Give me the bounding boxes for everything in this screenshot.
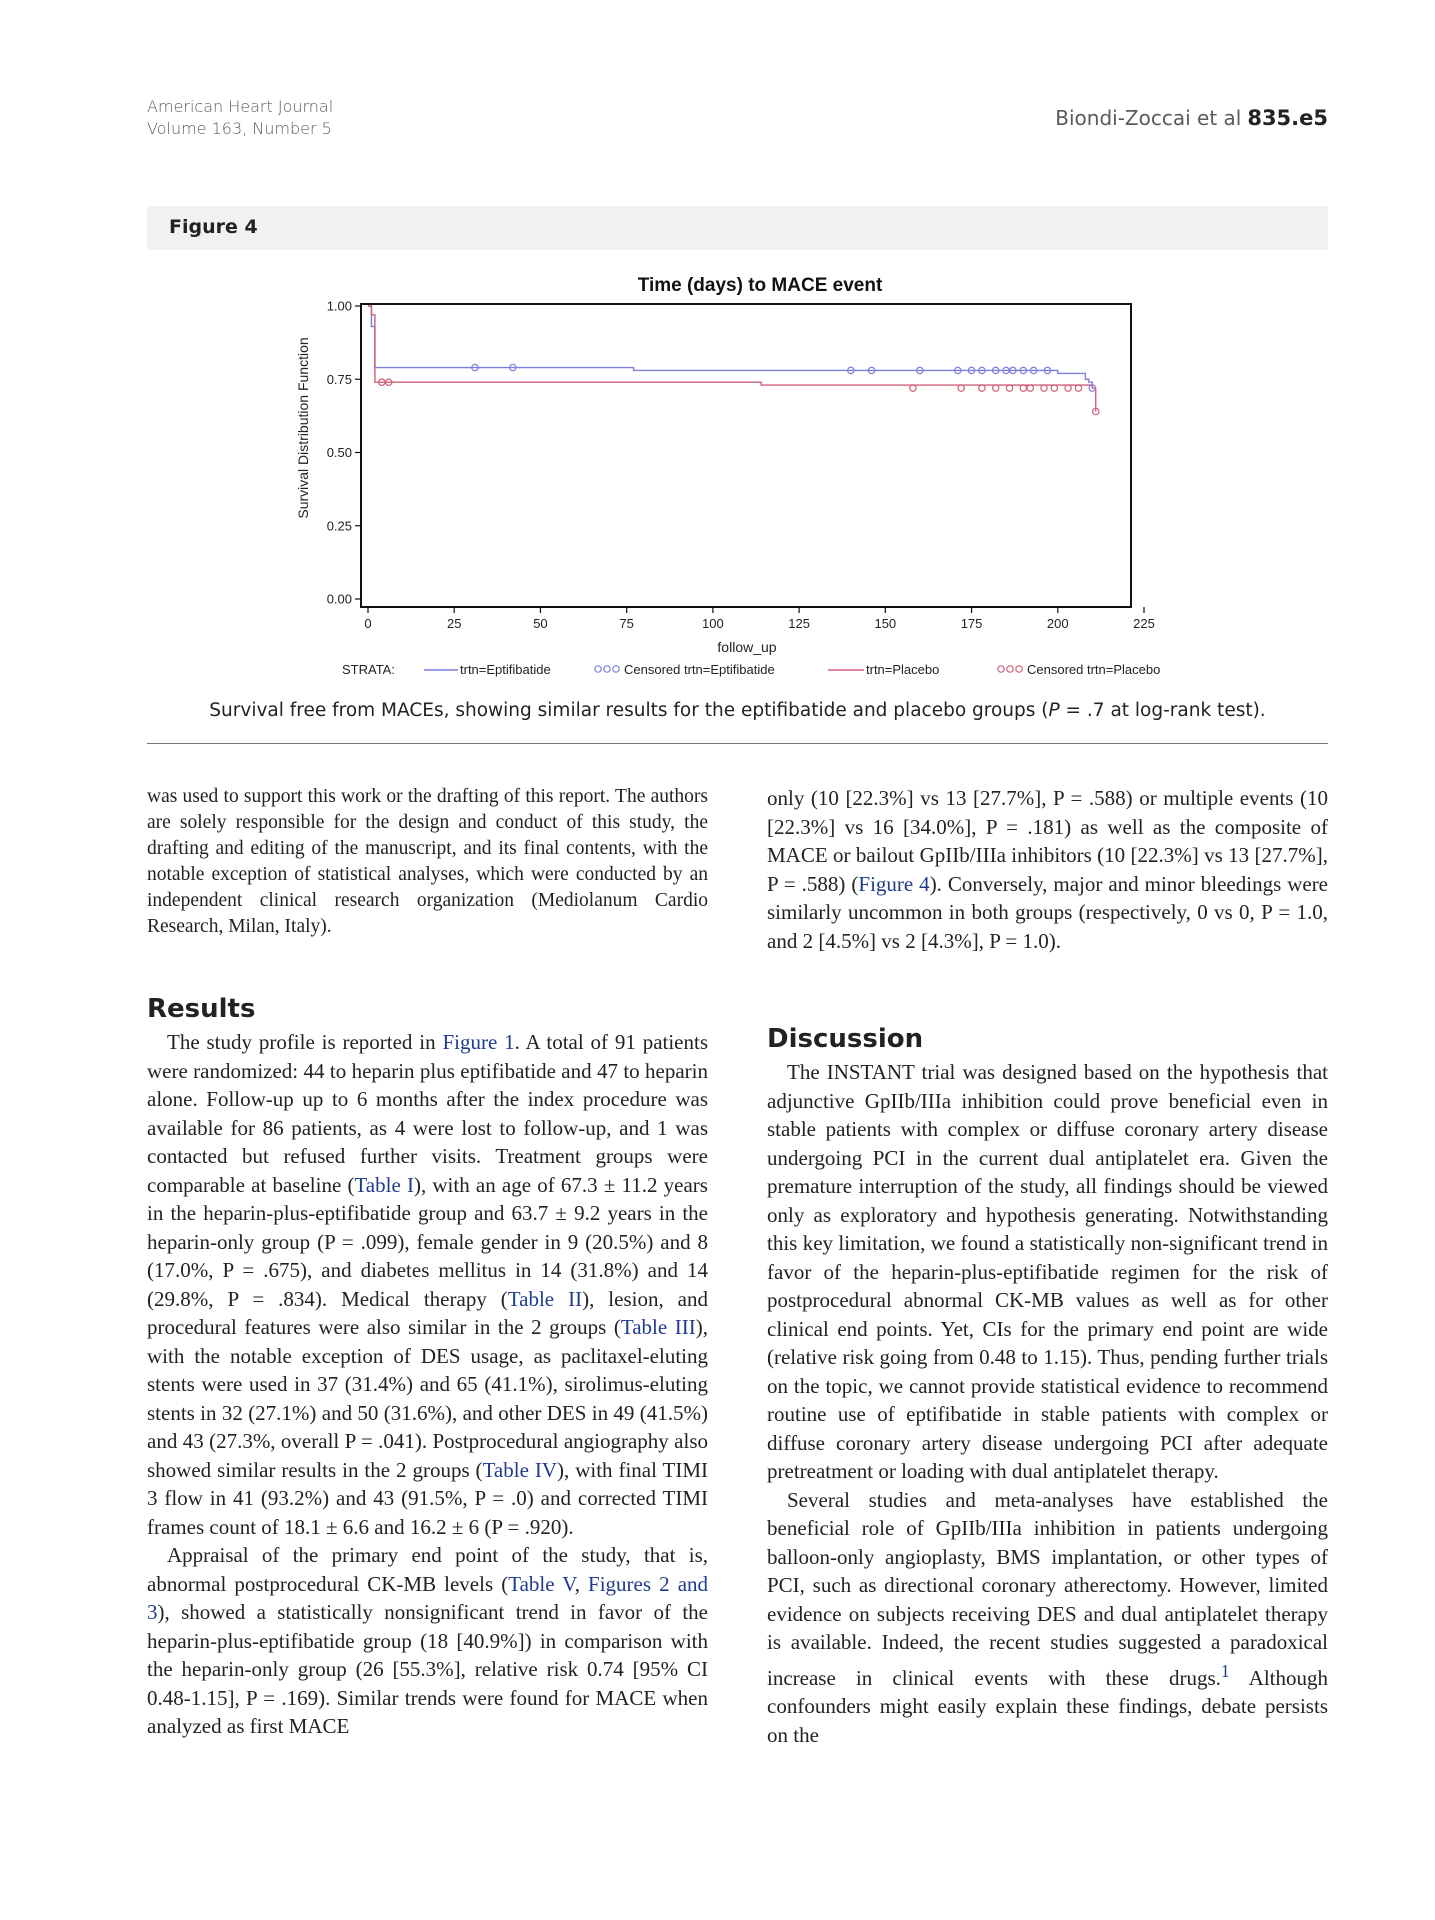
legend-placebo: trtn=Placebo xyxy=(866,662,940,677)
series-line-placebo xyxy=(368,306,1096,411)
legend-censored-eptifibatide: Censored trtn=Eptifibatide xyxy=(624,662,775,677)
link-table-4[interactable]: Table IV xyxy=(482,1457,558,1482)
results-heading: Results xyxy=(147,994,256,1024)
y-tick-label: 1.00 xyxy=(326,298,352,314)
x-tick-label: 175 xyxy=(960,616,983,631)
y-tick-label: 0.50 xyxy=(326,445,352,460)
figure-label: Figure 4 xyxy=(169,216,258,238)
caption-rule xyxy=(147,743,1328,744)
legend-censored-eptifibatide-marks xyxy=(595,666,619,672)
discussion-heading: Discussion xyxy=(767,1024,924,1054)
link-table-1[interactable]: Table I xyxy=(354,1172,414,1197)
x-tick-label: 50 xyxy=(533,616,548,631)
discussion-section xyxy=(767,1022,1328,1749)
legend-eptifibatide: trtn=Eptifibatide xyxy=(460,662,551,677)
discussion-paragraph-2: Several studies and meta-analyses have established the beneficial role of GpIIb/IIIa inhibition in patients undergoing balloon-only angioplasty, BMS implantation, or other types of PCI, such as directional coronary atherectomy. However, limited evidence on subjects receiving DES and dual antiplatelet therapy is available. Indeed, the recent studies suggested a paradoxical increase in clinical events with these drugs.$^1$ Although confounders might easily explain these findings, debate persists on the xyxy=(767,1487,1328,1747)
discussion-paragraph-1: The INSTANT trial was designed based on the hypothesis that adjunctive GpIIb/IIIa inhibition could prove beneficial even in stable patients with complex or diffuse coronary artery disease undergoing PCI in the current dual antiplatelet era. Given the premature interruption of the study, all findings should be viewed only as exploratory and hypothesis generating. Notwithstanding this key limitation, we found a statistically non-significant trend in favor of the heparin-plus-eptifibatide regimen for the risk of postprocedural abnormal CK-MB values as well as for other clinical end points. Yet, CIs for the primary end point are wide (relative risk going from 0.48 to 1.15). Thus, pending further trials on the topic, we cannot provide statistical evidence to recommend routine use of eptifibatide in stable patients with complex or diffuse coronary artery disease undergoing PCI after adequate pretreatment or loading with dual antiplatelet therapy. xyxy=(767,1060,1328,1483)
link-figures-2-3[interactable]: Figures 2 and 3 xyxy=(147,1571,709,1624)
series-line-eptifibatide xyxy=(368,306,1092,388)
results-paragraph-2: Appraisal of the primary end point of the study, that is, abnormal postprocedural CK-MB levels (Table V, Figures 2 and 3), showed a statistically nonsignificant trend in favor of the heparin-plus-eptifibatide group (18 [40.9%]) in comparison with the heparin-only group (26 [55.3%], relative risk 0.74 [95% CI 0.48-1.15], P = .169). Similar trends were found for MACE when analyzed as first MACE xyxy=(147,1543,709,1738)
journal-name: American Heart Journal xyxy=(147,97,334,116)
link-table-5[interactable]: Table V xyxy=(508,1571,575,1596)
figure-label-bar xyxy=(147,206,1328,250)
legend-censored-placebo-marks xyxy=(998,666,1022,672)
acknowledgment-paragraph: was used to support this work or the drafting of this report. The authors are solely responsible for the design and conduct of this study, the drafting and editing of the manuscript, and its final contents, with the notable exception of statistical analyses, which were conducted by an independent clinical research organization (Mediolanum Cardio Research, Milan, Italy). xyxy=(147,786,708,937)
x-tick-label: 150 xyxy=(874,616,897,631)
km-survival-chart xyxy=(280,268,1180,688)
results-paragraph-1: The study profile is reported in Figure 1. A total of 91 patients were randomized: 44 to heparin plus eptifibatide and 47 to heparin alone. Follow-up up to 6 months after the index procedure was available for 86 patients, as 4 were lost to follow-up, and 1 was contacted but refused further visits. Treatment groups were comparable at baseline (Table I), with an age of 67.3 ± 11.2 years in the heparin-plus-eptifibatide group and 63.7 ± 9.2 years in the heparin-only group (P = .099), female gender in 9 (20.5%) and 8 (17.0%, P = .675), and diabetes mellitus in 14 (31.8%) and 14 (29.8%, P = .834). Medical therapy (Table II), lesion, and procedural features were also similar in the 2 groups (Table III), with the notable exception of DES usage, as paclitaxel-eluting stents were used in 37 (31.4%) and 65 (41.1%), sirolimus-eluting stents in 32 (27.1%) and 50 (31.6%), and other DES in 49 (41.5%) and 43 (27.3%, overall P = .041). Postprocedural angiography also showed similar results in the 2 groups (Table IV), with final TIMI 3 flow in 41 (93.2%) and 43 (91.5%, P = .0) and corrected TIMI frames count of 18.1 ± 6.6 and 16.2 ± 6 (P = .920). xyxy=(147,1030,709,1539)
running-header-right xyxy=(1055,106,1328,130)
chart-title: Time (days) to MACE event xyxy=(637,275,883,296)
y-tick-label: 0.25 xyxy=(326,518,352,534)
x-axis-label: follow_up xyxy=(717,639,777,655)
x-tick-label: 200 xyxy=(1046,616,1069,631)
legend-prefix: STRATA: xyxy=(342,662,395,677)
x-tick-label: 25 xyxy=(446,616,462,631)
link-table-3[interactable]: Table III xyxy=(620,1315,696,1339)
link-table-2[interactable]: Table II xyxy=(507,1286,583,1311)
results-section xyxy=(147,992,708,1741)
y-tick-label: 0.75 xyxy=(326,371,352,387)
author-line: Biondi-Zoccai et al xyxy=(1055,106,1242,130)
journal-volume: Volume 163, Number 5 xyxy=(147,119,332,138)
y-axis-label: Survival Distribution Function xyxy=(295,337,311,519)
figure-caption: Survival free from MACEs, showing similar results for the eptifibatide and placebo groups (P = .7 at log-rank test). xyxy=(209,700,1266,721)
x-tick-label: 125 xyxy=(788,616,810,631)
x-tick-label: 100 xyxy=(702,616,724,631)
running-header-left xyxy=(147,96,333,140)
plot-frame xyxy=(361,304,1131,607)
right-column xyxy=(767,784,1328,955)
x-tick-label: 75 xyxy=(619,616,634,631)
left-column xyxy=(147,784,708,940)
page-number: 835.e5 xyxy=(1247,106,1328,130)
link-figure-4[interactable]: Figure 4 xyxy=(858,871,930,896)
results-continued-paragraph: only (10 [22.3%] vs 13 [27.7%], P = .588) or multiple events (10 [22.3%] vs 16 [34.0%], P = .181) as well as the composite of MACE or bailout GpIIb/IIIa inhibitors (10 [22.3%] vs 13 [27.7%], P = .588) (Figure 4). Conversely, major and minor bleedings were similarly uncommon in both groups (respectively, 0 vs 0, P = 1.0, and 2 [4.5%] vs 2 [4.3%], P = 1.0). xyxy=(767,786,1329,953)
link-figure-1[interactable]: Figure 1 xyxy=(442,1030,515,1054)
legend-censored-placebo: Censored trtn=Placebo xyxy=(1027,662,1161,677)
x-tick-label: 0 xyxy=(364,616,372,631)
x-tick-label: 225 xyxy=(1133,616,1155,631)
y-tick-label: 0.00 xyxy=(326,591,352,607)
reference-1[interactable]: 1 xyxy=(1220,1660,1230,1681)
